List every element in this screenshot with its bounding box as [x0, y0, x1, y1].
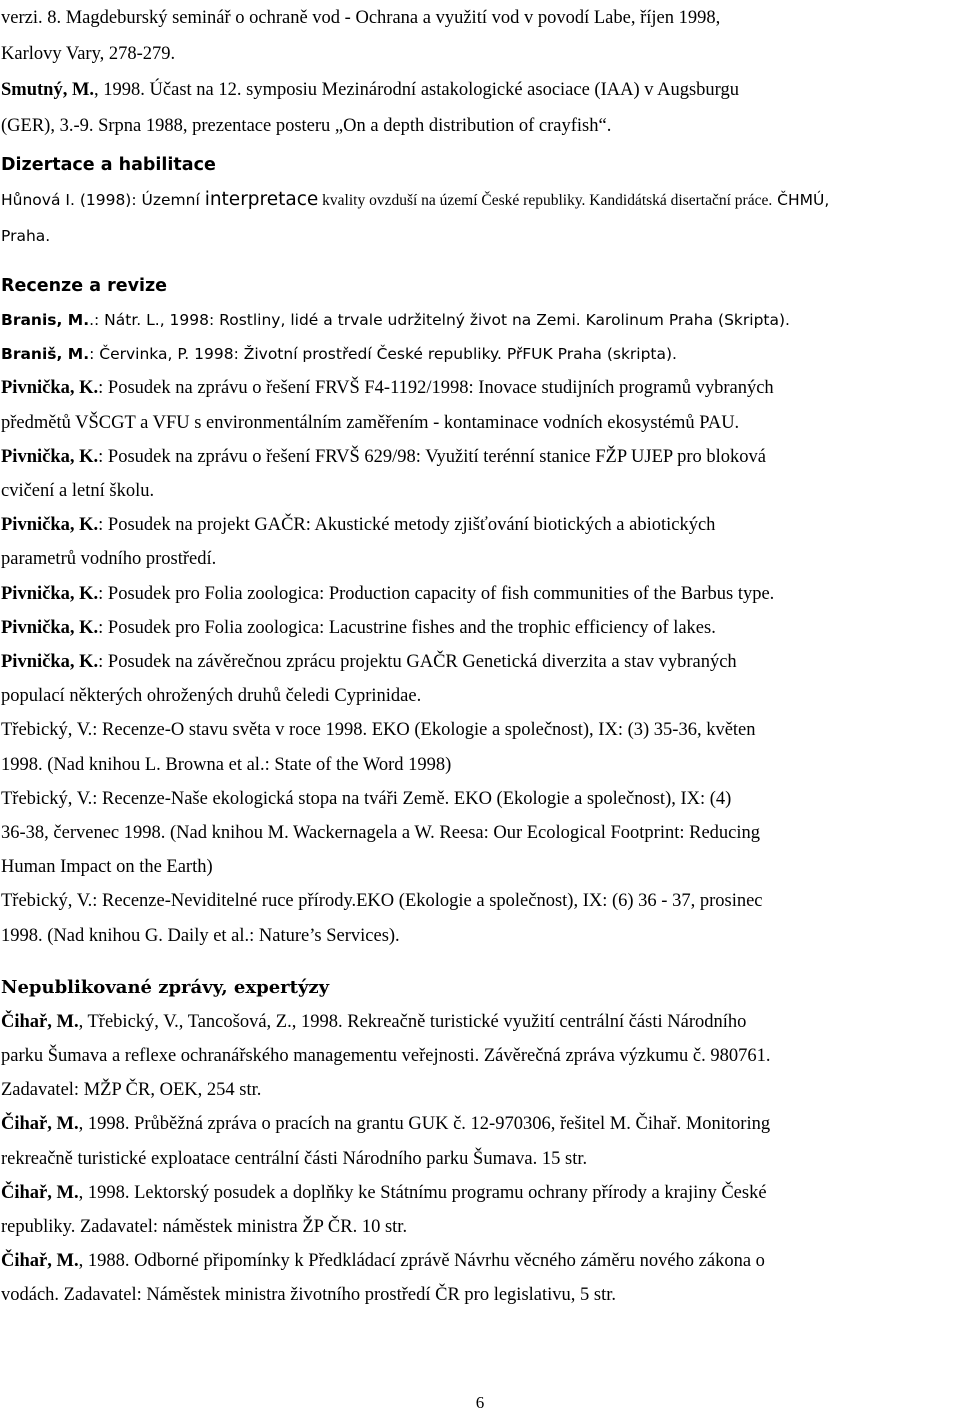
entry-text: .: Nátr. L., 1998: Rostliny, lidé a trvale udržitelný život na Zemi. Karolinum Praha (Skripta).	[89, 311, 790, 329]
text-line: parku Šumava a reflexe ochranářského managementu veřejnosti. Závěrečná zpráva výzkumu č. 980761.	[1, 1046, 771, 1067]
document-page	[1, 0, 956, 1313]
section-heading-nepublikovane: Nepublikované zprávy, expertýzy	[1, 976, 330, 998]
author-name: Pivnička, K.	[1, 378, 99, 399]
text-line	[1, 182, 956, 219]
entry-text: : Posudek na závěrečnou zprácu projektu GAČR Genetická diverzita a stav vybraných	[98, 652, 737, 673]
entry-text: : Posudek na zprávu o řešení FRVŠ 629/98: Využití terénní stanice FŽP UJEP pro bloková	[98, 446, 767, 467]
text-line	[1, 303, 956, 337]
text-line: parametrů vodního prostředí.	[1, 549, 217, 570]
text-line: populací některých ohrožených druhů čeledi Cyprinidae.	[1, 686, 422, 707]
author-name: Smutný, M.	[1, 80, 95, 100]
entry-text: : Posudek na projekt GAČR: Akustické metody zjišťování biotických a abiotických	[98, 515, 716, 536]
author-name: Braniš, M.	[1, 345, 90, 364]
text-line: cvičení a letní školu.	[1, 481, 155, 502]
entry-text: , 1998. Lektorský posudek a doplňky ke Státnímu programu ochrany přírody a krajiny České	[78, 1182, 767, 1203]
text-line	[1, 577, 956, 611]
author-name: Pivnička, K.	[1, 583, 99, 604]
text-line: vodách. Zadavatel: Náměstek ministra životního prostředí ČR pro legislativu, 5 str.	[1, 1285, 616, 1306]
author-name: Pivnička, K.	[1, 515, 99, 536]
text-line: Třebický, V.: Recenze-Naše ekologická stopa na tváři Země. EKO (Ekologie a společnost), IX: (4)	[1, 788, 732, 809]
text-line	[1, 440, 956, 474]
text-line: 36-38, červenec 1998. (Nad knihou M. Wackernagela a W. Reesa: Our Ecological Footprint: Reducing	[1, 823, 761, 844]
author-name: Branis, M.	[1, 311, 90, 329]
text-line: republiky. Zadavatel: náměstek ministra ŽP ČR. 10 str.	[1, 1217, 408, 1238]
text-line: 1998. (Nad knihou G. Daily et al.: Nature’s Services).	[1, 925, 400, 946]
text-line: Třebický, V.: Recenze-Neviditelné ruce přírody.EKO (Ekologie a společnost), IX: (6) 36 - 37, prosinec	[1, 891, 763, 912]
section-heading-dizertace: Dizertace a habilitace	[1, 155, 216, 175]
entry-text: , 1998. Účast na 12. symposiu Mezinárodní astakologické asociace (IAA) v Augsburgu	[94, 80, 739, 100]
text-line: Human Impact on the Earth)	[1, 857, 213, 878]
text-line: rekreačně turistické exploatace centrální části Národního parku Šumava. 15 str.	[1, 1148, 588, 1169]
entry-text: : Posudek pro Folia zoologica: Production capacity of fish communities of the Barbus type.	[98, 583, 775, 604]
author-name: Čihař, M.	[1, 1114, 79, 1135]
entry-text: : Posudek na zprávu o řešení FRVŠ F4-1192/1998: Inovace studijních programů vybraných	[98, 378, 774, 399]
section-heading-recenze: Recenze a revize	[1, 276, 168, 296]
text-line: verzi. 8. Magdeburský seminář o ochraně vod - Ochrana a využití vod v povodí Labe, říjen 1998,	[1, 8, 721, 28]
entry-text: , 1988. Odborné připomínky k Předkládací zprávě Návrhu věcného záměru nového zákona o	[78, 1251, 765, 1272]
author-name: Čihař, M.	[1, 1011, 79, 1032]
entry-text: ČHMÚ,	[772, 191, 830, 209]
entry-text: : Posudek pro Folia zoologica: Lacustrine fishes and the trophic efficiency of lakes.	[98, 617, 716, 638]
author-name: Čihař, M.	[1, 1182, 79, 1203]
entry-text: , 1998. Průběžná zpráva o pracích na grantu GUK č. 12-970306, řešitel M. Čihař. Monitoring	[78, 1114, 771, 1135]
text-line: předmětů VŠCGT a VFU s environmentálním zaměřením - kontaminace vodních ekosystémů PAU.	[1, 412, 740, 433]
entry-text: , Třebický, V., Tancošová, Z., 1998. Rekreačně turistické využití centrální části Národního	[78, 1011, 747, 1032]
text-line: (GER), 3.-9. Srpna 1988, prezentace posteru „On a depth distribution of crayfish“.	[1, 116, 612, 136]
text-line	[1, 645, 956, 679]
text-line: Praha.	[1, 227, 51, 245]
text-line	[1, 72, 956, 108]
text-line	[1, 1176, 956, 1210]
text-line	[1, 1244, 956, 1278]
page-number: 6	[475, 1393, 485, 1412]
text-line: Zadavatel: MŽP ČR, OEK, 254 str.	[1, 1080, 262, 1101]
text-line	[1, 611, 956, 645]
author-name: Pivnička, K.	[1, 652, 99, 673]
text-line: 1998. (Nad knihou L. Browna et al.: State of the Word 1998)	[1, 754, 452, 775]
entry-text: : Červinka, P. 1998: Životní prostředí České republiky. PřFUK Praha (skripta).	[89, 345, 677, 364]
author-name: Pivnička, K.	[1, 617, 99, 638]
text-line	[1, 1107, 956, 1141]
text-line: Karlovy Vary, 278-279.	[1, 44, 176, 64]
text-line	[1, 371, 956, 405]
entry-text: (1998): Územní	[74, 191, 205, 209]
text-line	[1, 337, 956, 371]
author-name: Pivnička, K.	[1, 446, 99, 467]
text-line	[1, 1005, 956, 1039]
entry-text: kvality ovzduší na území České republiky. Kandidátská disertační práce.	[318, 192, 773, 209]
text-line: Třebický, V.: Recenze-O stavu světa v roce 1998. EKO (Ekologie a společnost), IX: (3) 35-36, květen	[1, 720, 756, 741]
author-name: Čihař, M.	[1, 1251, 79, 1272]
spacer	[1, 953, 956, 971]
text-line	[1, 508, 956, 542]
entry-text: interpretace	[204, 189, 319, 210]
author-name: Hůnová I.	[1, 191, 75, 209]
